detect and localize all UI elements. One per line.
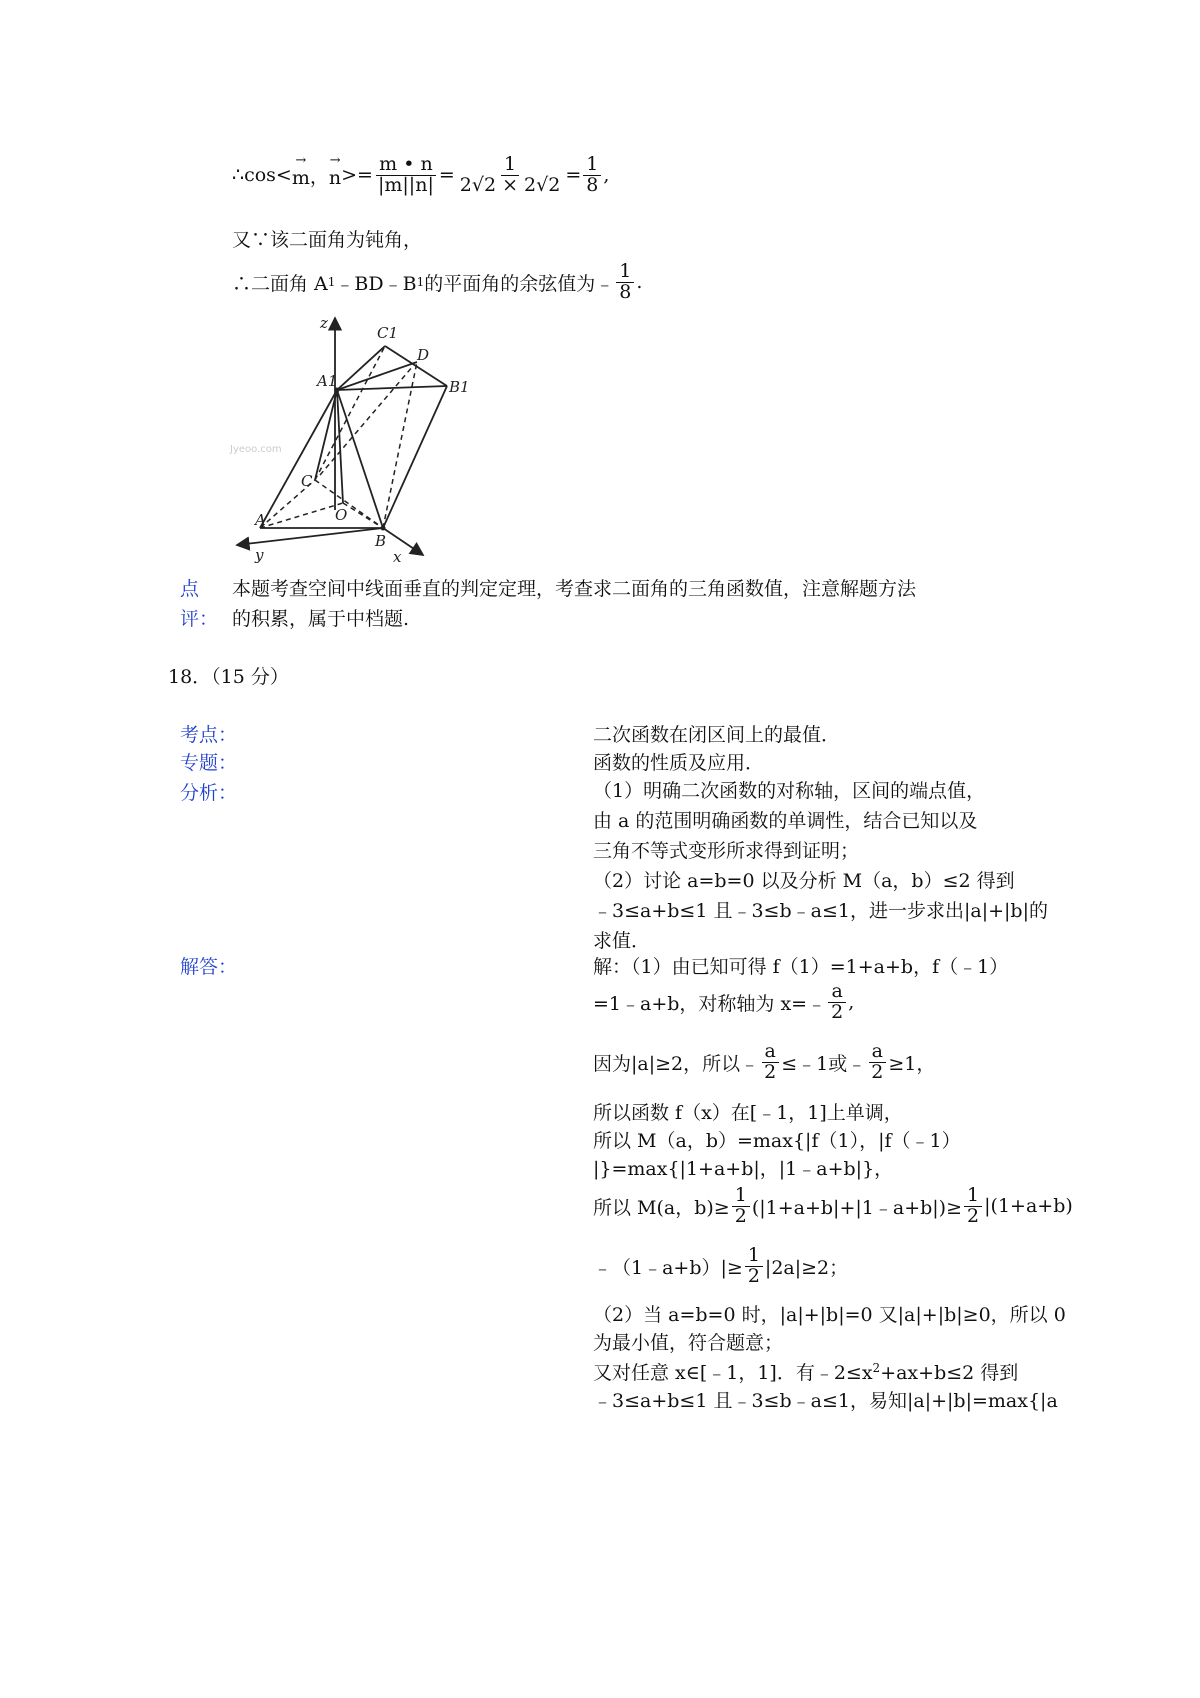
solution-line-5: 所以 M（a，b）=max{|f（1），|f（﹣1） (593, 1130, 961, 1152)
solution-line-9: （2）当 a=b=0 时，|a|+|b|=0 又|a|+|b|≥0，所以 0 (593, 1304, 1066, 1326)
fraction-denominator: 2 (747, 1264, 760, 1287)
vector-m: → m (292, 161, 310, 189)
label-d: D (417, 346, 430, 364)
subscript-1: 1 (416, 275, 425, 290)
conclusion-prefix: ∴二面角 A (232, 272, 328, 295)
trailing-comma: , (603, 164, 610, 187)
fraction-denominator: 2 (734, 1204, 747, 1227)
solution-line-3 (593, 1042, 935, 1083)
zhuanti-label: 专题： (180, 752, 238, 774)
fraction-result (583, 155, 601, 196)
fraction-denominator: |m||n| (377, 173, 434, 196)
fraction-numerator: 1 (732, 1186, 750, 1207)
solution-line-2 (593, 982, 854, 1023)
zhuanti-text: 函数的性质及应用． (593, 752, 765, 774)
fenxi-line: ﹣3≤a+b≤1 且﹣3≤b﹣a≤1，进一步求出|a|+|b|的 (593, 900, 1048, 922)
fraction-numerator: a (869, 1042, 886, 1063)
label-b: B (375, 532, 387, 550)
solution-text: 又对任意 x∈[﹣1，1]．有﹣2≤x (593, 1362, 873, 1384)
solution-line-12: ﹣3≤a+b≤1 且﹣3≤b﹣a≤1，易知|a|+|b|=max{|a (593, 1390, 1058, 1412)
dash-o-b (343, 503, 383, 528)
label-o: O (335, 506, 348, 524)
fraction-a-over-2 (761, 1042, 779, 1083)
fraction-numerator: 1 (583, 155, 601, 176)
fraction-numerator: a (828, 982, 845, 1003)
fraction-half (732, 1186, 750, 1227)
equals-sign: = (565, 164, 582, 187)
solution-line-11 (593, 1358, 1018, 1385)
solution-line-8 (593, 1246, 848, 1287)
fraction-numerator: m • n (376, 155, 436, 176)
label-a: A (255, 511, 266, 529)
solution-text: ≥1， (888, 1052, 936, 1075)
solution-text: , (848, 991, 855, 1014)
fraction-numerator: 1 (745, 1246, 763, 1267)
edge-a1-b1 (337, 386, 447, 390)
problem-header: 18．（15 分） (168, 666, 289, 688)
kaodian-label: 考点： (180, 724, 238, 746)
conclusion-mid: ﹣BD﹣B (335, 272, 417, 295)
superscript: 2 (872, 1361, 881, 1375)
label-y: y (255, 546, 264, 564)
solution-text: +ax+b≤2 得到 (880, 1362, 1019, 1384)
fraction-denominator: 2√2 × 2√2 (459, 173, 561, 196)
solution-text: 所以 M(a，b)≥ (593, 1196, 730, 1219)
subscript-1: 1 (327, 275, 336, 290)
fenxi-line: 三角不等式变形所求得到证明； (593, 840, 860, 862)
conclusion-suffix: 的平面角的余弦值为﹣ (424, 272, 615, 295)
point-b (381, 526, 386, 531)
fraction-numerator: a (762, 1042, 779, 1063)
fraction-denominator: 8 (619, 280, 632, 303)
cosine-formula (232, 155, 609, 196)
equals-sign: = (438, 164, 455, 187)
conclusion-period: . (636, 271, 643, 294)
fraction-a-over-2 (828, 982, 846, 1023)
fraction-numerator: 1 (964, 1186, 982, 1207)
fraction-half (964, 1186, 982, 1227)
comment-text-1: 本题考查空间中线面垂直的判定定理，考查求二面角的三角函数值，注意解题方法 (232, 578, 917, 600)
solution-text: ≤﹣1或﹣ (781, 1052, 867, 1075)
solution-line-10: 为最小值，符合题意； (593, 1332, 784, 1354)
y-axis (237, 528, 383, 545)
edge-a1-c1 (337, 346, 385, 390)
solution-line-4: 所以函数 f（x）在[﹣1，1]上单调， (593, 1102, 903, 1124)
label-b1: B1 (449, 378, 470, 396)
solution-text: |(1+a+b) (984, 1195, 1073, 1218)
fraction-answer (616, 262, 634, 303)
fraction-denominator: 8 (586, 173, 599, 196)
edge-a-a1 (260, 390, 337, 528)
dash-c-c1 (315, 346, 385, 480)
solution-text: 因为|a|≥2，所以﹣ (593, 1052, 760, 1075)
jieda-label: 解答： (180, 956, 238, 978)
cos-prefix: ∴cos< (232, 164, 292, 187)
cos-close: >= (341, 164, 373, 187)
label-x: x (393, 548, 402, 566)
vector-n: → n (329, 161, 341, 189)
label-a1: A1 (317, 372, 338, 390)
fraction-numerator: 1 (616, 262, 634, 283)
watermark: Jyeoo.com (230, 444, 282, 455)
solution-line-1: 解：（1）由已知可得 f（1）=1+a+b，f（﹣1） (593, 956, 1009, 978)
fenxi-line: （1）明确二次函数的对称轴，区间的端点值， (593, 780, 986, 802)
fenxi-label: 分析： (180, 782, 238, 804)
edge-b-b1 (383, 386, 447, 528)
fraction-value (457, 155, 564, 196)
fraction-denominator: 2 (967, 1204, 980, 1227)
fraction-denominator: 2 (871, 1060, 884, 1083)
fenxi-block (593, 776, 1048, 956)
comma: ， (309, 165, 329, 188)
fraction-dot-product (375, 155, 437, 196)
edge-a1-c (315, 390, 337, 480)
obtuse-angle-line: 又∵该二面角为钝角， (232, 229, 423, 251)
comment-label-2: 评： (180, 608, 219, 630)
label-c: C (301, 472, 313, 490)
fenxi-line: 由 a 的范围明确函数的单调性，结合已知以及 (593, 810, 978, 832)
prism-figure (225, 310, 475, 570)
solution-line-6: |}=max{|1+a+b|，|1﹣a+b|}， (593, 1158, 894, 1180)
comment-label-1: 点 (180, 578, 200, 600)
dash-c-b (315, 480, 383, 528)
label-c1: C1 (377, 324, 399, 342)
label-z: z (320, 314, 328, 332)
fraction-denominator: 2 (764, 1060, 777, 1083)
fraction-numerator: 1 (501, 155, 519, 176)
fenxi-line: 求值． (593, 930, 651, 952)
kaodian-text: 二次函数在闭区间上的最值． (593, 724, 841, 746)
fenxi-line: （2）讨论 a=b=0 以及分析 M（a，b）≤2 得到 (593, 870, 1015, 892)
fraction-a-over-2 (868, 1042, 886, 1083)
solution-text: =1﹣a+b，对称轴为 x=﹣ (593, 992, 827, 1015)
fraction-half (745, 1246, 763, 1287)
solution-line-7 (593, 1186, 1073, 1227)
solution-text: (|1+a+b|+|1﹣a+b|)≥ (751, 1196, 963, 1219)
comment-text-2: 的积累，属于中档题. (232, 608, 410, 630)
fraction-denominator: 2 (831, 1000, 844, 1023)
solution-text: ﹣（1﹣a+b）|≥ (593, 1256, 743, 1279)
dihedral-conclusion (232, 262, 642, 303)
x-axis (383, 528, 423, 555)
solution-text: |2a|≥2； (764, 1256, 849, 1279)
